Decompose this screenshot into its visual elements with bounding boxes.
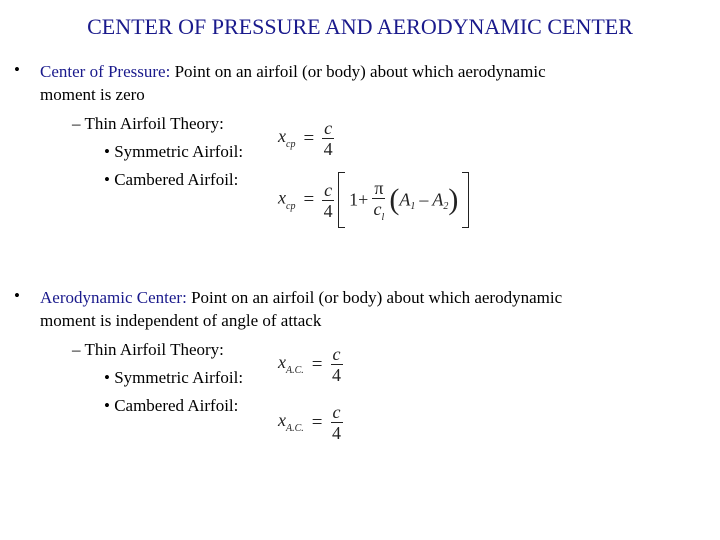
fraction [372, 178, 385, 223]
bullet-dot: • [14, 286, 20, 305]
fraction-denominator: 4 [323, 139, 333, 159]
math-var: x [278, 187, 286, 208]
cp-cambered-equation [278, 172, 469, 228]
math-var: c [373, 198, 382, 219]
fraction-denominator: 4 [323, 200, 333, 221]
ac-term: Aerodynamic Center: [40, 288, 187, 307]
left-bracket-icon [338, 172, 345, 228]
fraction-denominator: 4 [332, 423, 341, 443]
math-subscript: cp [286, 200, 296, 212]
math-var: A [432, 189, 444, 210]
fraction-numerator: π [374, 177, 384, 198]
cp-term: Center of Pressure: [40, 62, 171, 81]
ac-theory-label: – Thin Airfoil Theory: [72, 340, 224, 359]
ac-definition [40, 286, 562, 332]
fraction-numerator: c [324, 179, 333, 200]
equals-sign: = [303, 127, 315, 149]
ac-symmetric-label: • Symmetric Airfoil: [104, 368, 244, 387]
math-var: A [399, 189, 411, 210]
equals-sign: = [311, 411, 323, 433]
ac-text-line1: Point on an airfoil (or body) about which aerodynamic [186, 288, 563, 307]
ac-symmetric-equation [278, 344, 343, 385]
fraction [322, 118, 334, 159]
fraction [331, 402, 343, 443]
ac-cambered-equation [278, 402, 343, 443]
fraction [331, 344, 343, 385]
left-paren-icon: ( [389, 183, 400, 216]
right-paren-icon: ) [448, 183, 459, 216]
cp-symmetric-equation [278, 118, 334, 159]
cp-cambered-label: • Cambered Airfoil: [104, 170, 239, 189]
math-var: x [278, 126, 286, 147]
ac-cambered-label: • Cambered Airfoil: [104, 396, 239, 415]
math-one-plus: 1+ [349, 189, 369, 210]
equals-sign: = [303, 189, 315, 210]
cp-theory-label: – Thin Airfoil Theory: [72, 114, 224, 133]
cp-definition [40, 60, 546, 106]
fraction-numerator: c [332, 344, 341, 364]
fraction-denominator: 4 [332, 365, 341, 385]
right-bracket-icon [462, 172, 469, 228]
equals-sign: = [311, 353, 323, 375]
ac-text-line2: moment is independent of angle of attack [40, 311, 322, 330]
fraction-numerator: c [332, 402, 341, 422]
math-subscript: cp [286, 139, 296, 151]
bullet-dot: • [14, 60, 20, 79]
cp-symmetric-label: • Symmetric Airfoil: [104, 142, 244, 161]
page-title: CENTER OF PRESSURE AND AERODYNAMIC CENTER [87, 14, 633, 39]
fraction-numerator: c [324, 118, 333, 138]
math-subscript: 1 [410, 200, 416, 212]
cp-text-line1: Point on an airfoil (or body) about which aerodynamic [170, 62, 546, 81]
cp-text-line2: moment is zero [40, 85, 145, 104]
math-subscript: A.C. [286, 365, 304, 377]
math-var: x [278, 352, 286, 373]
fraction [322, 180, 334, 221]
math-subscript: A.C. [286, 423, 304, 435]
math-minus: – [419, 189, 429, 210]
math-subscript: 2 [443, 200, 449, 212]
math-var: x [278, 410, 286, 431]
math-subscript: l [381, 211, 385, 223]
